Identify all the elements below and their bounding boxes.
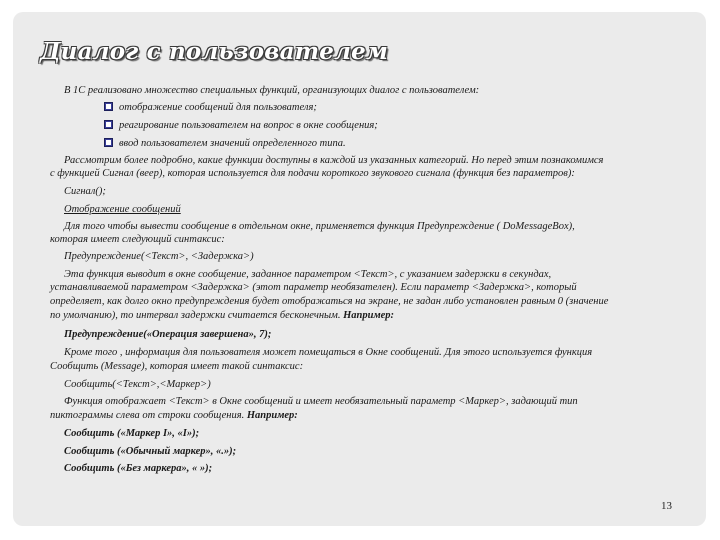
example-label: Например: [246,410,298,421]
bullet-text: отображение сообщений для пользователя; [119,102,317,113]
code-line: Сообщить («Обычный маркер», «.»); [64,446,237,457]
text-line: определяет, как долго окно предупреждения будет отображаться на экране, не задан либо установлен равным 0 (значение [50,296,609,307]
code-line: Сообщить («Без маркера», « »); [64,463,213,474]
text-line: устанавливаемой параметром <Задержка> (этот параметр необязателен). Если параметр <Задержка>, который [50,282,577,293]
text-line: которая имеет следующий синтаксис: [50,234,225,245]
bullet-item [104,119,378,133]
bullet-text: реагирование пользователем на вопрос в окне сообщения; [119,120,378,131]
bullet-item [104,137,346,151]
text-segment: по умолчанию), то интервал задержки считается бесконечным. [50,310,344,321]
code-line: Предупреждение(<Текст>, <Задержка>) [64,251,254,262]
example-label: Например: [343,310,395,321]
text-line [50,409,298,423]
text-segment: пиктограммы слева от строки сообщения. [50,410,247,421]
text-line: Функция отображает <Текст> в Окне сообщений и имеет необязательный параметр <Маркер>, задающий тип [64,396,578,407]
code-line: Сообщить («Маркер I», «I»); [64,428,200,439]
text-line: В 1С реализовано множество специальных функций, организующих диалог с пользователем: [64,85,480,96]
bullet-text: ввод пользователем значений определенного типа. [119,138,346,149]
slide-title: Диалог с пользователем [40,38,389,65]
code-line: Предупреждение(«Операция завершена», 7); [64,329,272,340]
square-bullet-icon [104,102,113,111]
text-line: с функцией Сигнал (веер), которая используется для подачи короткого звукового сигнала (функция без параметров): [50,168,575,179]
square-bullet-icon [104,138,113,147]
bullet-item [104,101,317,115]
text-line: Кроме того , информация для пользователя может помещаться в Окне сообщений. Для этого используется функция [64,347,593,358]
text-line: Рассмотрим более подробно, какие функции доступны в каждой из указанных категорий. Но перед этим познакомимся [64,155,604,166]
text-line: Для того чтобы вывести сообщение в отдельном окне, применяется функция Предупреждение ( DoMessageBox), [64,221,575,232]
text-line [50,309,394,323]
code-line: Сообщить(<Текст>,<Маркер>) [64,379,211,390]
square-bullet-icon [104,120,113,129]
page-number: 13 [661,500,672,512]
text-line: Эта функция выводит в окне сообщение, заданное параметром <Текст>, с указанием задержки в секундах, [64,269,552,280]
section-heading: Отображение сообщений [64,204,181,215]
code-line: Сигнал(); [64,186,106,197]
text-line: Сообщить (Message), которая имеет такой синтаксис: [50,361,304,372]
